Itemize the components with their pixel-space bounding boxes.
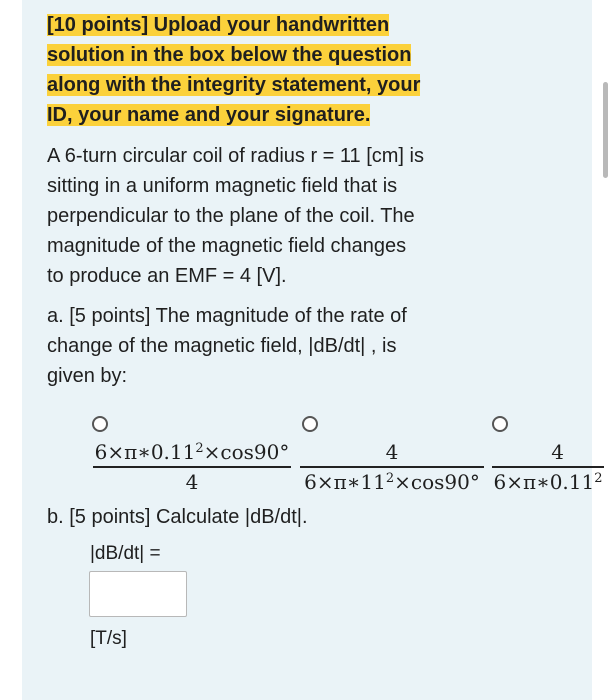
option-3-radio[interactable]: [492, 416, 508, 432]
title-line: ID, your name and your signature.: [47, 104, 371, 126]
denominator-base: 6×π∗0.11: [493, 469, 595, 494]
title-line: [10 points] Upload your handwritten: [47, 14, 390, 36]
answer-label: |dB/dt| =: [90, 543, 161, 564]
option-1-denominator: [93, 471, 291, 493]
denominator-exponent: 2: [594, 470, 603, 486]
title-line: solution in the box below the question: [47, 44, 412, 66]
stem-line: sitting in a uniform magnetic field that is: [47, 175, 398, 197]
numerator-exponent: 2: [195, 441, 204, 456]
question-stem: [47, 141, 477, 291]
stem-line: perpendicular to the plane of the coil. The: [47, 205, 415, 227]
part-a-line: a. [5 points] The magnitude of the rate of: [47, 305, 407, 327]
part-a-line: given by:: [47, 365, 128, 387]
denominator-base: 4: [185, 469, 199, 494]
numerator-base: 6×π∗0.11: [94, 440, 196, 464]
numerator-base: 4: [385, 440, 399, 464]
question-title: [47, 10, 447, 130]
scrollbar-thumb[interactable]: [603, 82, 608, 178]
part-a-prompt: [47, 301, 467, 391]
option-2-fraction[interactable]: [300, 441, 484, 493]
denominator-tail: ×cos90°: [394, 469, 480, 494]
stem-line: to produce an EMF = 4 [V].: [47, 265, 287, 287]
stem-line: A 6-turn circular coil of radius r = 11 [cm] is: [47, 145, 424, 167]
option-3-numerator: [492, 441, 604, 463]
option-2-numerator: [300, 441, 484, 463]
fraction-bar: [492, 466, 604, 468]
option-2-denominator: [300, 471, 484, 493]
option-2-radio[interactable]: [302, 416, 318, 432]
option-1-numerator: [93, 441, 291, 463]
fraction-bar: [93, 466, 291, 468]
option-3-fraction[interactable]: [492, 441, 604, 493]
numerator-tail: ×cos90°: [203, 440, 290, 464]
part-a-line: change of the magnetic field, |dB/dt| , is: [47, 335, 397, 357]
denominator-base: 6×π∗11: [304, 469, 386, 494]
answer-input[interactable]: [89, 571, 187, 617]
denominator-exponent: 2: [385, 470, 395, 486]
option-1-radio[interactable]: [92, 416, 108, 432]
numerator-base: 4: [551, 440, 564, 464]
part-b-prompt: b. [5 points] Calculate |dB/dt|.: [47, 506, 308, 528]
fraction-bar: [300, 466, 484, 468]
title-line: along with the integrity statement, your: [47, 74, 421, 96]
option-1-fraction[interactable]: [93, 441, 291, 493]
stem-line: magnitude of the magnetic field changes: [47, 235, 407, 257]
unit-label: [T/s]: [90, 628, 127, 649]
option-3-denominator: [492, 471, 604, 493]
